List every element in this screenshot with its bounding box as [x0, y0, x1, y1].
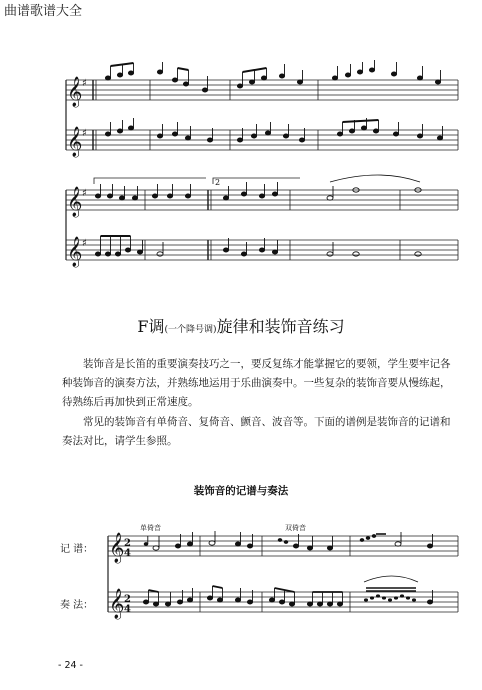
- example-subheading: 装饰音的记谱与奏法: [193, 485, 289, 497]
- section-title: [0, 314, 482, 337]
- svg-text:𝄞: 𝄞: [67, 77, 83, 107]
- svg-text:𝄞: 𝄞: [67, 237, 83, 267]
- watermark-text: 曲谱歌谱大全: [4, 4, 83, 19]
- music-system-2: [0, 170, 482, 280]
- svg-text:2: 2: [124, 594, 131, 605]
- paragraph-2: 常见的装饰音有单倚音、复倚音、颤音、波音等。下面的谱例是装饰音的记谱和奏法对比，请学生参照。: [62, 416, 451, 447]
- section-title-rest: 旋律和装饰音练习: [216, 317, 345, 336]
- music-example: [0, 500, 482, 650]
- svg-text:2: 2: [124, 538, 131, 549]
- svg-text:♯: ♯: [82, 128, 87, 139]
- annotation-single-grace: 单倚音: [140, 524, 161, 532]
- svg-text:♯: ♯: [82, 188, 87, 199]
- music-system-1: [0, 0, 482, 170]
- paragraph-1: 装饰音是长笛的重要演奏技巧之一，要反复练才能掌握它的要领，学生要牢记各种装饰音的演奏方法，并熟练地运用于乐曲演奏中。一些复杂的装饰音要从慢练起，待熟练后再加快到正常速度。: [62, 358, 451, 408]
- annotation-double-grace: 双倚音: [285, 524, 306, 532]
- svg-text:4: 4: [124, 548, 131, 559]
- section-title-paren: (一个降号调): [164, 325, 217, 335]
- svg-text:𝄞: 𝄞: [109, 533, 125, 563]
- row-label-performance: 奏 法：: [60, 600, 94, 611]
- svg-text:♯: ♯: [82, 78, 87, 89]
- page-number: - 24 -: [58, 660, 83, 671]
- svg-text:𝄞: 𝄞: [67, 187, 83, 217]
- section-title-main: F调: [137, 317, 165, 336]
- svg-text:♯: ♯: [82, 238, 87, 249]
- row-label-notation: 记 谱：: [60, 544, 94, 555]
- svg-text:4: 4: [124, 604, 131, 615]
- svg-text:𝄞: 𝄞: [67, 127, 83, 157]
- svg-text:𝄞: 𝄞: [109, 589, 125, 619]
- volta-number: 2: [215, 178, 221, 187]
